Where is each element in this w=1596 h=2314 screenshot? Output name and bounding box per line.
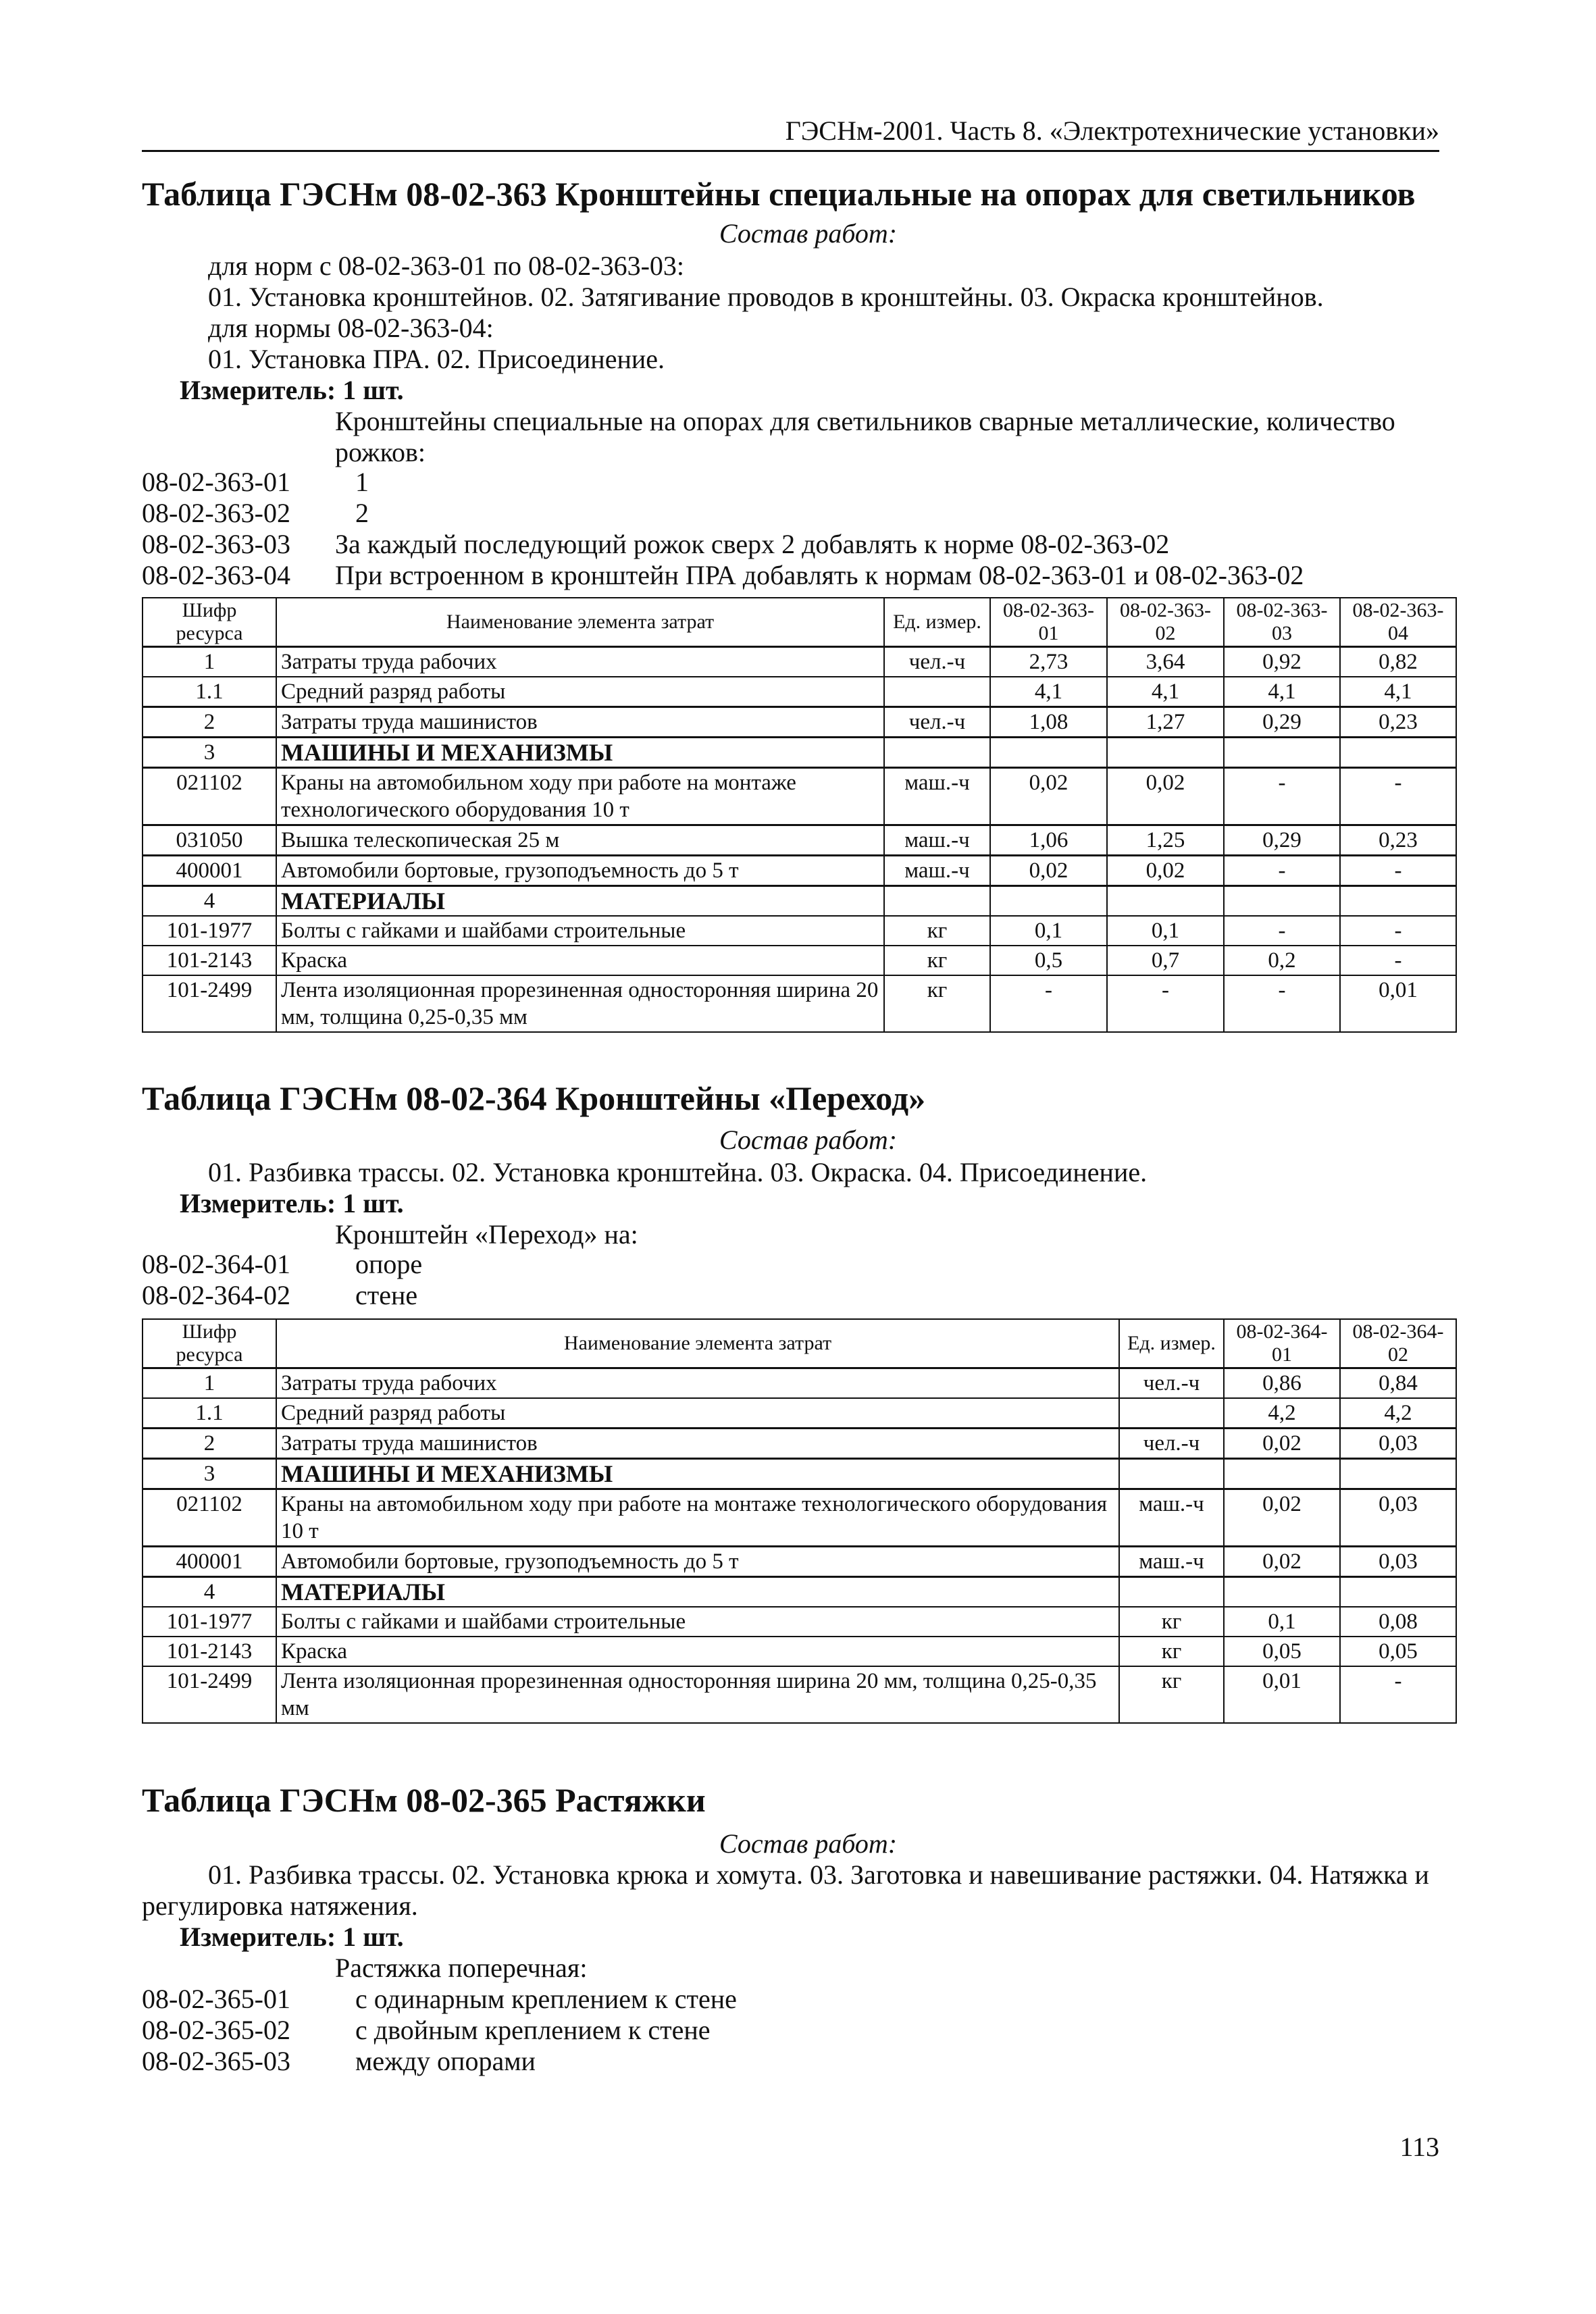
cell-unit: кг xyxy=(884,916,990,946)
cell-unit xyxy=(1119,1398,1224,1429)
cell-unit: маш.-ч xyxy=(1119,1547,1224,1577)
cell-value: - xyxy=(1340,1666,1456,1723)
norm-text: 2 xyxy=(355,498,369,528)
cell-value: 4,1 xyxy=(1107,677,1224,707)
norm-row xyxy=(142,2045,952,2076)
col-header-code: Шифр ресурса xyxy=(143,1319,276,1368)
table-row xyxy=(143,677,1456,707)
cell-name: Болты с гайками и шайбами строительные xyxy=(276,916,884,946)
cell-unit xyxy=(1119,1577,1224,1608)
work-line-365-2: регулировка натяжения. xyxy=(142,1891,418,1921)
cell-value xyxy=(1340,1577,1456,1608)
cell-value: 0,01 xyxy=(1340,975,1456,1032)
col-header-norm: 08-02-364-01 xyxy=(1224,1319,1340,1368)
cell-value xyxy=(1340,886,1456,917)
cell-code: 1 xyxy=(143,1368,276,1399)
norm-code: 08-02-364-01 xyxy=(142,1249,290,1279)
cell-unit: кг xyxy=(1119,1637,1224,1666)
cell-value: 0,82 xyxy=(1340,647,1456,677)
cell-value: - xyxy=(1340,768,1456,825)
table-row xyxy=(143,825,1456,856)
cell-code: 1.1 xyxy=(143,1398,276,1429)
norm-list-364 xyxy=(142,1248,817,1310)
cell-name: Затраты труда рабочих xyxy=(276,1368,1119,1399)
cell-unit: маш.-ч xyxy=(1119,1489,1224,1547)
cell-name: Средний разряд работы xyxy=(276,1398,1119,1429)
cell-name: МАШИНЫ И МЕХАНИЗМЫ xyxy=(276,1459,1119,1489)
cell-value: - xyxy=(1340,916,1456,946)
cell-value: 4,1 xyxy=(990,677,1107,707)
work-line-363-2: 01. Установка кронштейнов. 02. Затягивание проводов в кронштейны. 03. Окраска кронштейнов. xyxy=(208,282,1324,312)
cell-code: 400001 xyxy=(143,1547,276,1577)
cell-code: 101-1977 xyxy=(143,1607,276,1637)
cell-value xyxy=(1224,1577,1340,1608)
norm-list-363 xyxy=(142,466,1425,590)
cell-unit xyxy=(1119,1459,1224,1489)
cell-code: 031050 xyxy=(143,825,276,856)
cell-value: 0,01 xyxy=(1224,1666,1340,1723)
cell-unit xyxy=(884,886,990,917)
norm-table-364 xyxy=(142,1318,1457,1724)
cell-value: 0,02 xyxy=(990,856,1107,886)
col-header-name: Наименование элемента затрат xyxy=(276,598,884,647)
work-composition-label-363: Состав работ: xyxy=(719,218,898,249)
cell-value: 0,1 xyxy=(1107,916,1224,946)
table-row xyxy=(143,1666,1456,1723)
cell-value xyxy=(990,886,1107,917)
cell-unit: кг xyxy=(1119,1666,1224,1723)
cell-name: Краны на автомобильном ходу при работе на монтаже технологического оборудования 10 т xyxy=(276,1489,1119,1547)
table-row xyxy=(143,975,1456,1032)
cell-value xyxy=(1107,738,1224,768)
col-header-unit: Ед. измер. xyxy=(1119,1319,1224,1368)
section-title-364: Таблица ГЭСНм 08-02-364 Кронштейны «Переход» xyxy=(142,1079,926,1117)
work-line-365-1: 01. Разбивка трассы. 02. Установка крюка и хомута. 03. Заготовка и навешивание растяжки. 04. Натяжка и xyxy=(208,1859,1429,1890)
norm-text: За каждый последующий рожок сверх 2 добавлять к норме 08-02-363-02 xyxy=(335,529,1170,559)
norm-text: с двойным креплением к стене xyxy=(355,2015,711,2045)
norm-row xyxy=(142,2014,952,2045)
work-line-363-1: для норм с 08-02-363-01 по 08-02-363-03: xyxy=(208,251,685,281)
cell-value: 0,2 xyxy=(1224,946,1340,975)
col-header-code: Шифр ресурса xyxy=(143,598,276,647)
cell-unit xyxy=(884,677,990,707)
norm-text: опоре xyxy=(355,1249,423,1279)
work-composition-label-364: Состав работ: xyxy=(719,1125,898,1155)
table-header-row xyxy=(143,1319,1456,1368)
cell-value: 1,08 xyxy=(990,707,1107,738)
cell-code: 1 xyxy=(143,647,276,677)
cell-value: 0,03 xyxy=(1340,1547,1456,1577)
table-row xyxy=(143,1577,1456,1608)
norm-code: 08-02-363-03 xyxy=(142,529,290,559)
cell-value: 0,05 xyxy=(1224,1637,1340,1666)
cell-value: 0,7 xyxy=(1107,946,1224,975)
cell-code: 101-2143 xyxy=(143,1637,276,1666)
norm-row xyxy=(142,528,1425,559)
cell-unit: кг xyxy=(884,946,990,975)
cell-value xyxy=(1107,886,1224,917)
cell-value xyxy=(1340,1459,1456,1489)
cell-code: 101-2499 xyxy=(143,1666,276,1723)
norm-code: 08-02-363-02 xyxy=(142,498,290,528)
norm-text: между опорами xyxy=(355,2046,536,2076)
cell-value: 0,23 xyxy=(1340,825,1456,856)
cell-value: 0,02 xyxy=(1224,1547,1340,1577)
cell-value: 4,1 xyxy=(1224,677,1340,707)
cell-value: 0,03 xyxy=(1340,1489,1456,1547)
norm-code: 08-02-363-01 xyxy=(142,467,290,497)
cell-value: 0,23 xyxy=(1340,707,1456,738)
norm-row xyxy=(142,466,1425,497)
table-row xyxy=(143,707,1456,738)
cell-value xyxy=(1224,738,1340,768)
norm-row xyxy=(142,1983,952,2014)
measure-363: Измеритель: 1 шт. xyxy=(180,375,404,405)
cell-unit: чел.-ч xyxy=(1119,1429,1224,1459)
cell-value: 1,25 xyxy=(1107,825,1224,856)
cell-name: Краска xyxy=(276,946,884,975)
section-title-363: Таблица ГЭСНм 08-02-363 Кронштейны специальные на опорах для светильников xyxy=(142,175,1416,213)
cell-code: 021102 xyxy=(143,768,276,825)
col-header-norm: 08-02-363-02 xyxy=(1107,598,1224,647)
col-header-unit: Ед. измер. xyxy=(884,598,990,647)
cell-name: Средний разряд работы xyxy=(276,677,884,707)
norm-intro-365: Растяжка поперечная: xyxy=(335,1953,588,1983)
cell-value: - xyxy=(1340,946,1456,975)
table-row xyxy=(143,1459,1456,1489)
cell-code: 101-2143 xyxy=(143,946,276,975)
cell-code: 4 xyxy=(143,1577,276,1608)
table-row xyxy=(143,1368,1456,1399)
cell-name: МАТЕРИАЛЫ xyxy=(276,886,884,917)
col-header-name: Наименование элемента затрат xyxy=(276,1319,1119,1368)
table-row xyxy=(143,886,1456,917)
cell-unit: чел.-ч xyxy=(884,707,990,738)
work-line-364-1: 01. Разбивка трассы. 02. Установка кронштейна. 03. Окраска. 04. Присоединение. xyxy=(208,1157,1148,1187)
cell-code: 101-1977 xyxy=(143,916,276,946)
cell-name: Болты с гайками и шайбами строительные xyxy=(276,1607,1119,1637)
norm-code: 08-02-365-02 xyxy=(142,2015,290,2045)
table-row xyxy=(143,738,1456,768)
table-row xyxy=(143,1547,1456,1577)
table-header-row xyxy=(143,598,1456,647)
measure-365: Измеритель: 1 шт. xyxy=(180,1922,404,1952)
cell-code: 2 xyxy=(143,1429,276,1459)
cell-name: МАТЕРИАЛЫ xyxy=(276,1577,1119,1608)
cell-value xyxy=(990,738,1107,768)
norm-code: 08-02-365-03 xyxy=(142,2046,290,2076)
norm-code: 08-02-363-04 xyxy=(142,560,290,590)
cell-value: - xyxy=(1224,768,1340,825)
cell-code: 4 xyxy=(143,886,276,917)
cell-value: 0,29 xyxy=(1224,825,1340,856)
col-header-norm: 08-02-363-01 xyxy=(990,598,1107,647)
cell-value: - xyxy=(990,975,1107,1032)
cell-value: 3,64 xyxy=(1107,647,1224,677)
norm-row xyxy=(142,559,1425,590)
cell-unit: маш.-ч xyxy=(884,856,990,886)
cell-value: 2,73 xyxy=(990,647,1107,677)
norm-intro-363-1: Кронштейны специальные на опорах для светильников сварные металлические, количество xyxy=(335,406,1395,436)
cell-value: 1,27 xyxy=(1107,707,1224,738)
table-row xyxy=(143,1429,1456,1459)
cell-unit xyxy=(884,738,990,768)
norm-text: При встроенном в кронштейн ПРА добавлять к нормам 08-02-363-01 и 08-02-363-02 xyxy=(335,560,1304,590)
section-title-365: Таблица ГЭСНм 08-02-365 Растяжки xyxy=(142,1781,706,1819)
table-row xyxy=(143,1637,1456,1666)
cell-name: Вышка телескопическая 25 м xyxy=(276,825,884,856)
cell-value: - xyxy=(1107,975,1224,1032)
cell-value: - xyxy=(1224,856,1340,886)
table-row xyxy=(143,1607,1456,1637)
cell-unit: кг xyxy=(884,975,990,1032)
norm-table-363 xyxy=(142,597,1457,1033)
cell-unit: чел.-ч xyxy=(884,647,990,677)
cell-name: Краска xyxy=(276,1637,1119,1666)
cell-value: 0,86 xyxy=(1224,1368,1340,1399)
cell-name: Лента изоляционная прорезиненная односторонняя ширина 20 мм, толщина 0,25-0,35 мм xyxy=(276,1666,1119,1723)
cell-value: 0,02 xyxy=(1224,1429,1340,1459)
cell-value: 0,08 xyxy=(1340,1607,1456,1637)
cell-value: - xyxy=(1224,916,1340,946)
cell-value: 4,2 xyxy=(1224,1398,1340,1429)
cell-code: 400001 xyxy=(143,856,276,886)
norm-row xyxy=(142,1279,817,1310)
cell-value xyxy=(1340,738,1456,768)
cell-name: Автомобили бортовые, грузоподъемность до 5 т xyxy=(276,856,884,886)
measure-364: Измеритель: 1 шт. xyxy=(180,1188,404,1218)
cell-value: 1,06 xyxy=(990,825,1107,856)
cell-unit: маш.-ч xyxy=(884,768,990,825)
cell-code: 1.1 xyxy=(143,677,276,707)
cell-value: 0,02 xyxy=(1107,768,1224,825)
cell-name: Лента изоляционная прорезиненная односторонняя ширина 20 мм, толщина 0,25-0,35 мм xyxy=(276,975,884,1032)
norm-intro-364: Кронштейн «Переход» на: xyxy=(335,1219,638,1250)
cell-value: 4,1 xyxy=(1340,677,1456,707)
norm-row xyxy=(142,1248,817,1279)
cell-name: Автомобили бортовые, грузоподъемность до 5 т xyxy=(276,1547,1119,1577)
cell-value: 0,02 xyxy=(1107,856,1224,886)
cell-value: - xyxy=(1340,856,1456,886)
cell-unit: маш.-ч xyxy=(884,825,990,856)
cell-unit: чел.-ч xyxy=(1119,1368,1224,1399)
table-body xyxy=(143,647,1456,1033)
norm-row xyxy=(142,497,1425,528)
cell-value: 0,5 xyxy=(990,946,1107,975)
col-header-norm: 08-02-363-03 xyxy=(1224,598,1340,647)
col-header-norm: 08-02-363-04 xyxy=(1340,598,1456,647)
cell-value: 0,02 xyxy=(990,768,1107,825)
cell-name: Краны на автомобильном ходу при работе на монтаже технологического оборудования 10 т xyxy=(276,768,884,825)
norm-text: с одинарным креплением к стене xyxy=(355,1984,737,2014)
cell-unit: кг xyxy=(1119,1607,1224,1637)
table-row xyxy=(143,946,1456,975)
work-line-363-4: 01. Установка ПРА. 02. Присоединение. xyxy=(208,344,665,374)
cell-name: МАШИНЫ И МЕХАНИЗМЫ xyxy=(276,738,884,768)
cell-value: 0,84 xyxy=(1340,1368,1456,1399)
cell-name: Затраты труда машинистов xyxy=(276,1429,1119,1459)
table-row xyxy=(143,916,1456,946)
table-body xyxy=(143,1368,1456,1724)
running-header: ГЭСНм-2001. Часть 8. «Электротехнические установки» xyxy=(785,115,1439,146)
cell-code: 021102 xyxy=(143,1489,276,1547)
norm-code: 08-02-365-01 xyxy=(142,1984,290,2014)
cell-code: 101-2499 xyxy=(143,975,276,1032)
cell-code: 2 xyxy=(143,707,276,738)
cell-name: Затраты труда машинистов xyxy=(276,707,884,738)
cell-value: 0,1 xyxy=(990,916,1107,946)
cell-value xyxy=(1224,1459,1340,1489)
work-line-363-3: для нормы 08-02-363-04: xyxy=(208,313,494,343)
norm-code: 08-02-364-02 xyxy=(142,1280,290,1310)
cell-value: 0,02 xyxy=(1224,1489,1340,1547)
cell-value: 4,2 xyxy=(1340,1398,1456,1429)
header-rule xyxy=(142,150,1439,152)
norm-text: 1 xyxy=(355,467,369,497)
table-row xyxy=(143,768,1456,825)
table-row xyxy=(143,1398,1456,1429)
cell-value xyxy=(1224,886,1340,917)
norm-list-365 xyxy=(142,1983,952,2076)
cell-value: 0,05 xyxy=(1340,1637,1456,1666)
table-row xyxy=(143,1489,1456,1547)
cell-name: Затраты труда рабочих xyxy=(276,647,884,677)
cell-value: - xyxy=(1224,975,1340,1032)
cell-code: 3 xyxy=(143,1459,276,1489)
table-row xyxy=(143,647,1456,677)
col-header-norm: 08-02-364-02 xyxy=(1340,1319,1456,1368)
table-row xyxy=(143,856,1456,886)
cell-value: 0,92 xyxy=(1224,647,1340,677)
norm-intro-363-2: рожков: xyxy=(335,437,426,467)
cell-value: 0,1 xyxy=(1224,1607,1340,1637)
cell-code: 3 xyxy=(143,738,276,768)
work-composition-label-365: Состав работ: xyxy=(719,1828,898,1859)
norm-text: стене xyxy=(355,1280,418,1310)
page-number: 113 xyxy=(1399,2132,1439,2162)
cell-value: 0,29 xyxy=(1224,707,1340,738)
cell-value: 0,03 xyxy=(1340,1429,1456,1459)
